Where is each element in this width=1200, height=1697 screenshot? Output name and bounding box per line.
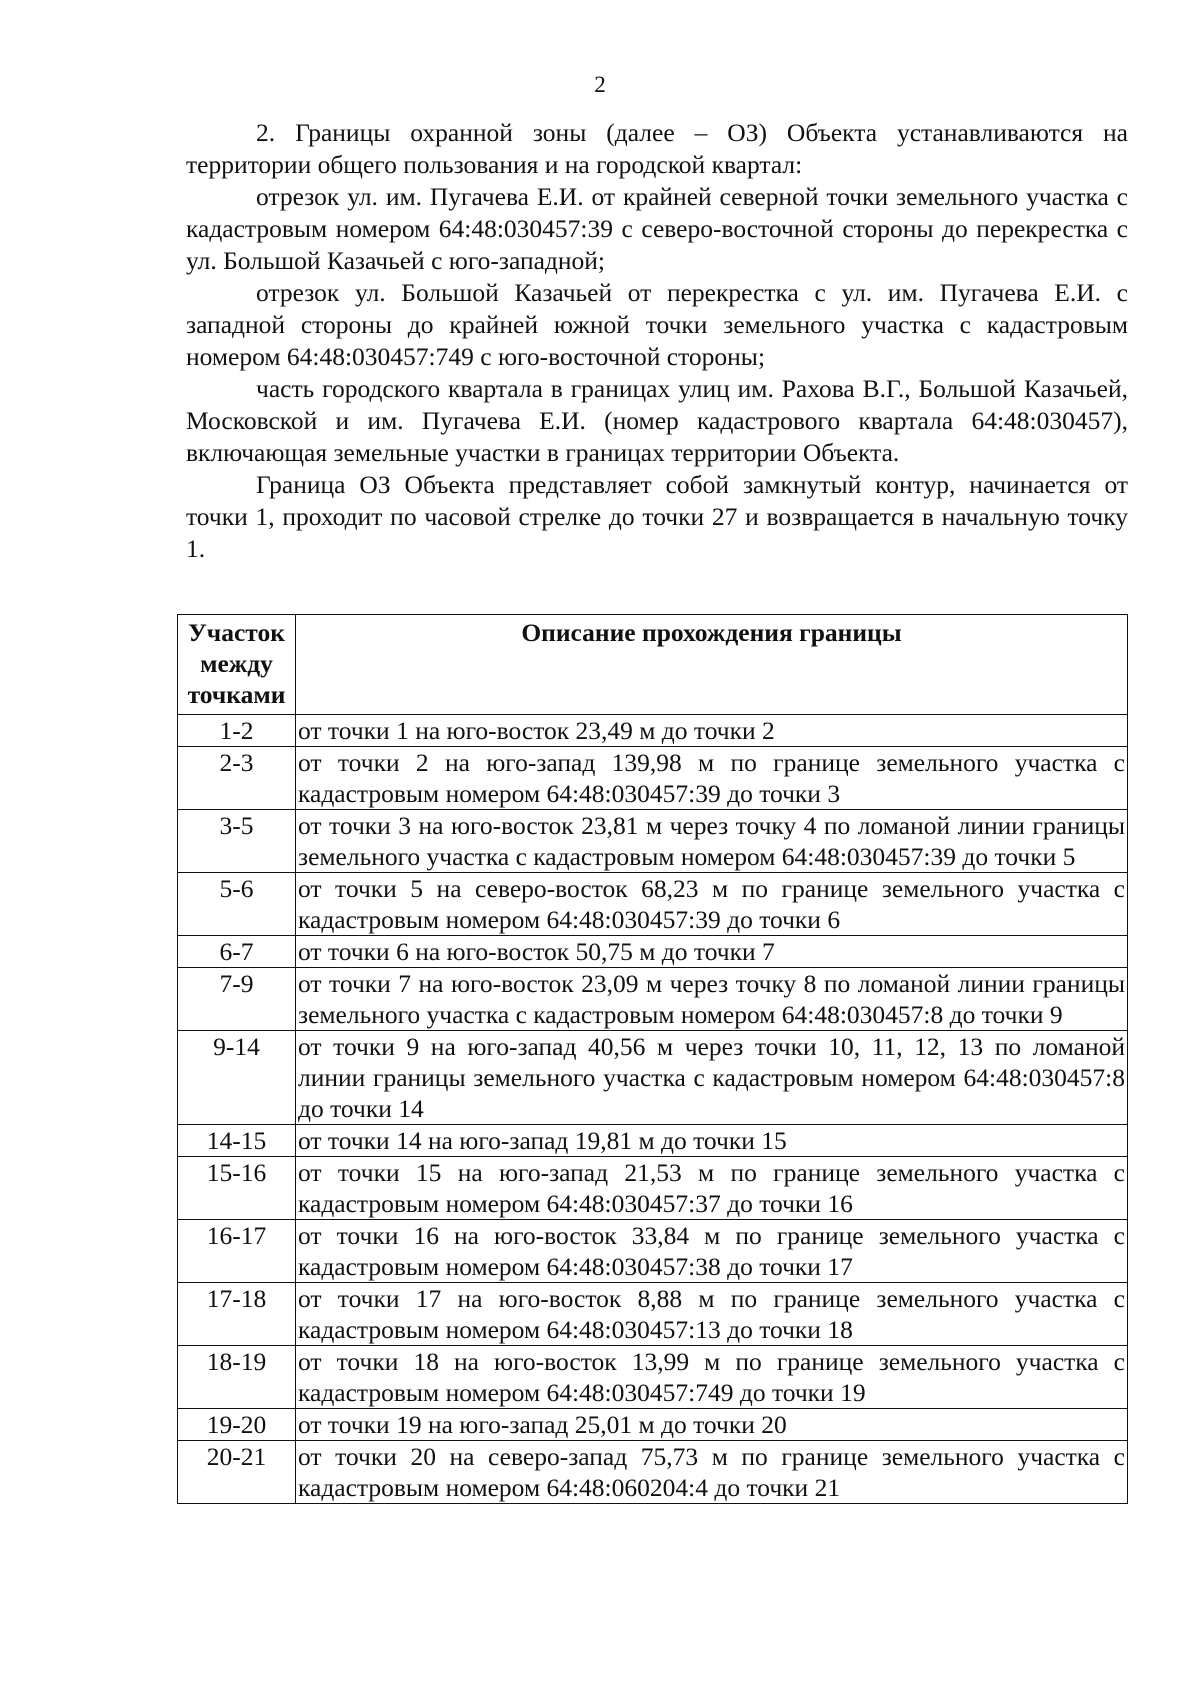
segment-cell: 14-15 [178, 1125, 296, 1157]
segment-cell: 15-16 [178, 1157, 296, 1220]
segment-cell: 2-3 [178, 747, 296, 810]
description-cell: от точки 19 на юго-запад 25,01 м до точки 20 [296, 1409, 1128, 1441]
description-cell: от точки 17 на юго-восток 8,88 м по границе земельного участка с кадастровым номером 64:48:030457:13 до точки 18 [296, 1283, 1128, 1346]
paragraph-pugachev-street-segment: отрезок ул. им. Пугачева Е.И. от крайней северной точки земельного участка с кадастровым номером 64:48:030457:39 с северо-восточной стороны до перекрестка с ул. Большой Казачьей с юго-западной; [186, 182, 1128, 275]
segment-cell: 18-19 [178, 1346, 296, 1409]
table-row [178, 1031, 1128, 1125]
table-row [178, 936, 1128, 968]
segment-cell: 6-7 [178, 936, 296, 968]
table-row [178, 1409, 1128, 1441]
table-row [178, 747, 1128, 810]
description-cell: от точки 6 на юго-восток 50,75 м до точки 7 [296, 936, 1128, 968]
table-row [178, 1441, 1128, 1504]
description-cell: от точки 9 на юго-запад 40,56 м через точки 10, 11, 12, 13 по ломаной линии границы земельного участка с кадастровым номером 64:48:030457:8 до точки 14 [296, 1031, 1128, 1125]
segment-cell: 9-14 [178, 1031, 296, 1125]
segment-cell: 20-21 [178, 1441, 296, 1504]
table-row [178, 810, 1128, 873]
description-cell: от точки 15 на юго-запад 21,53 м по границе земельного участка с кадастровым номером 64:48:030457:37 до точки 16 [296, 1157, 1128, 1220]
table-row [178, 873, 1128, 936]
description-cell: от точки 16 на юго-восток 33,84 м по границе земельного участка с кадастровым номером 64:48:030457:38 до точки 17 [296, 1220, 1128, 1283]
header-segment: Участок между точками [178, 615, 296, 715]
description-cell: от точки 1 на юго-восток 23,49 м до точки 2 [296, 715, 1128, 747]
page-number: 2 [594, 72, 606, 97]
segment-cell: 19-20 [178, 1409, 296, 1441]
table-row [178, 715, 1128, 747]
table-row [178, 1283, 1128, 1346]
body-text [186, 117, 1128, 565]
table-row [178, 1220, 1128, 1283]
description-cell: от точки 18 на юго-восток 13,99 м по границе земельного участка с кадастровым номером 64:48:030457:749 до точки 19 [296, 1346, 1128, 1409]
description-cell: от точки 20 на северо-запад 75,73 м по границе земельного участка с кадастровым номером 64:48:060204:4 до точки 21 [296, 1441, 1128, 1504]
paragraph-city-block-part: часть городского квартала в границах улиц им. Рахова В.Г., Большой Казачьей, Московской и им. Пугачева Е.И. (номер кадастрового квартала 64:48:030457), включающая земельные участки в границах территории Объекта. [186, 374, 1128, 467]
description-cell: от точки 3 на юго-восток 23,81 м через точку 4 по ломаной линии границы земельного участка с кадастровым номером 64:48:030457:39 до точки 5 [296, 810, 1128, 873]
paragraph-zone-boundaries: 2. Границы охранной зоны (далее – ОЗ) Объекта устанавливаются на территории общего пользования и на городской квартал: [186, 118, 1128, 179]
description-cell: от точки 7 на юго-восток 23,09 м через точку 8 по ломаной линии границы земельного участка с кадастровым номером 64:48:030457:8 до точки 9 [296, 968, 1128, 1031]
table-row [178, 1346, 1128, 1409]
segment-cell: 7-9 [178, 968, 296, 1031]
table-row [178, 1125, 1128, 1157]
table-row [178, 968, 1128, 1031]
description-cell: от точки 14 на юго-запад 19,81 м до точки 15 [296, 1125, 1128, 1157]
header-description: Описание прохождения границы [296, 615, 1128, 715]
segment-cell: 1-2 [178, 715, 296, 747]
description-cell: от точки 2 на юго-запад 139,98 м по границе земельного участка с кадастровым номером 64:48:030457:39 до точки 3 [296, 747, 1128, 810]
segment-cell: 3-5 [178, 810, 296, 873]
description-cell: от точки 5 на северо-восток 68,23 м по границе земельного участка с кадастровым номером 64:48:030457:39 до точки 6 [296, 873, 1128, 936]
table-row [178, 1157, 1128, 1220]
boundary-table [177, 614, 1128, 1504]
table-header-row [178, 615, 1128, 715]
segment-cell: 16-17 [178, 1220, 296, 1283]
paragraph-contour-description: Граница ОЗ Объекта представляет собой замкнутый контур, начинается от точки 1, проходит по часовой стрелке до точки 27 и возвращается в начальную точку 1. [186, 470, 1128, 563]
segment-cell: 5-6 [178, 873, 296, 936]
paragraph-kazachya-street-segment: отрезок ул. Большой Казачьей от перекрестка с ул. им. Пугачева Е.И. с западной стороны до крайней южной точки земельного участка с кадастровым номером 64:48:030457:749 с юго-восточной стороны; [186, 278, 1128, 371]
segment-cell: 17-18 [178, 1283, 296, 1346]
